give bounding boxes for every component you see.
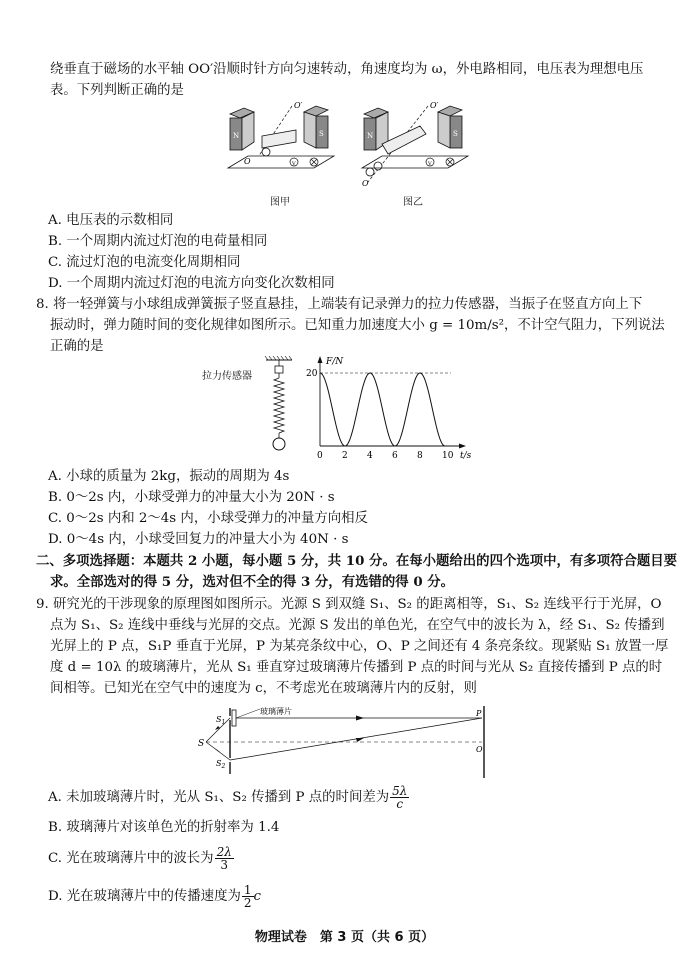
- q8-option-d: D. 0～4s 内，小球受回复力的冲量大小为 40N · s: [48, 532, 349, 547]
- q7-option-d: D. 一个周期内流过灯泡的电流方向变化次数相同: [48, 276, 335, 291]
- x-tick-label: 6: [392, 451, 398, 461]
- q9-option-c-fraction: [215, 846, 234, 871]
- q9-option-c-text: C. 光在玻璃薄片中的波长为: [48, 851, 214, 866]
- y-axis-arrow: [318, 356, 323, 363]
- q9-option-c-numerator: 2λ: [216, 845, 232, 859]
- q9-option-c: [48, 846, 234, 871]
- q9-option-a-numerator: 5λ: [392, 784, 408, 798]
- q9-stem-line4: 度 d = 10λ 的玻璃薄片，光从 S₁ 垂直穿过玻璃薄片传播到 P 点的时间与光从 S₂ 直接传播到 P 点的时: [50, 660, 663, 675]
- q9-stem-line1: 9. 研究光的干涉现象的原理图如图所示。光源 S 到双缝 S₁、S₂ 的距离相等，S₁、S₂ 连线平行于光屏，O: [36, 597, 662, 612]
- x-axis-label: t/s: [460, 451, 472, 461]
- force-time-chart: [302, 354, 478, 464]
- q9-option-d-denominator: 2: [243, 896, 252, 910]
- sensor-label: 拉力传感器: [202, 371, 252, 382]
- q9-option-a-text: A. 未加玻璃薄片时，光从 S₁、S₂ 传播到 P 点的时间差为: [48, 790, 390, 805]
- q9-option-a-denominator: c: [396, 797, 404, 811]
- x-tick-label: 0: [317, 451, 323, 461]
- q7-stem-line1: 绕垂直于磁场的水平轴 OO′沿顺时针方向匀速转动，角速度均为 ω，外电路相同，电压表为理想电压: [50, 62, 644, 77]
- svg-text:S1: $S_1$: [216, 715, 226, 726]
- y-tick-label: 20: [306, 369, 318, 379]
- svg-text:S2: $S_2$: [216, 759, 226, 770]
- q7-fig-right-caption: 图乙: [403, 197, 423, 208]
- glass-slab-label: 玻璃薄片: [260, 707, 292, 716]
- q9-option-b: B. 玻璃薄片对该单色光的折射率为 1.4: [48, 820, 280, 835]
- q9-option-d-suffix: c: [253, 889, 261, 904]
- q7-fig-left-caption: 图甲: [270, 197, 290, 208]
- q7-option-b: B. 一个周期内流过灯泡的电荷量相同: [48, 234, 268, 249]
- svg-text:O: O: [476, 745, 483, 754]
- q8-option-c: C. 0～2s 内和 2～4s 内，小球受弹力的冲量方向相反: [48, 511, 368, 526]
- x-tick-label: 4: [367, 451, 373, 461]
- svg-text:S: S: [319, 130, 324, 138]
- q8-option-b: B. 0～2s 内，小球受弹力的冲量大小为 20N · s: [48, 490, 335, 505]
- spring-oscillator-figure: [262, 356, 296, 456]
- svg-text:S: S: [453, 130, 458, 138]
- q9-option-d-numerator: 1: [243, 883, 252, 897]
- q7-figure-right: [356, 100, 474, 188]
- x-tick-label: 10: [442, 451, 454, 461]
- svg-text:V: V: [292, 161, 296, 167]
- svg-text:O: O: [362, 179, 369, 188]
- q9-option-c-denominator: 3: [220, 858, 229, 872]
- q9-option-d-fraction: [242, 884, 254, 909]
- q9-stem-line5: 间相等。已知光在空气中的速度为 c，不考虑光在玻璃薄片内的反射，则: [50, 681, 477, 696]
- section2-heading-line1: 二、多项选择题：本题共 2 小题，每小题 5 分，共 10 分。在每小题给出的四个选项中，有多项符合题目要: [36, 553, 678, 569]
- q8-stem-line2: 振动时，弹力随时间的变化规律如图所示。已知重力加速度大小 g = 10m/s²，不计空气阻力，下列说法: [50, 318, 665, 333]
- q9-stem-line2: 点为 S₁、S₂ 连线中垂线与光屏的交点。光源 S 发出的单色光，在空气中的波长为 λ，经 S₁、S₂ 传播到: [50, 618, 665, 633]
- svg-text:N: N: [367, 132, 374, 140]
- svg-text:O′: O′: [430, 101, 439, 110]
- q9-option-a-fraction: [390, 785, 409, 810]
- svg-text:V: V: [428, 161, 432, 167]
- svg-text:S: S: [198, 739, 205, 749]
- x-tick-label: 8: [417, 451, 423, 461]
- svg-text:O: O: [244, 157, 251, 166]
- q7-option-a: A. 电压表的示数相同: [48, 213, 174, 228]
- x-axis-arrow: [459, 444, 466, 449]
- q7-stem-line2: 表。下列判断正确的是: [50, 83, 184, 98]
- y-axis-label: F/N: [326, 357, 344, 367]
- svg-text:N: N: [233, 132, 240, 140]
- q9-option-a: [48, 785, 409, 810]
- q8-option-a: A. 小球的质量为 2kg，振动的周期为 4s: [48, 469, 290, 484]
- force-curve: [320, 373, 445, 446]
- q7-option-c: C. 流过灯泡的电流变化周期相同: [48, 255, 241, 270]
- x-tick-label: 2: [342, 451, 348, 461]
- svg-text:O′: O′: [294, 101, 303, 110]
- q9-option-d: [48, 884, 261, 909]
- q8-stem-line1: 8. 将一轻弹簧与小球组成弹簧振子竖直悬挂，上端装有记录弹力的拉力传感器，当振子在竖直方向上下: [36, 297, 643, 312]
- page-footer: 物理试卷 第 3 页（共 6 页）: [254, 930, 435, 945]
- q9-stem-line3: 光屏上的 P 点，S₁P 垂直于光屏，P 为某亮条纹中心，O、P 之间还有 4 条亮条纹。现紧贴 S₁ 放置一厚: [50, 639, 669, 654]
- q9-option-d-text: D. 光在玻璃薄片中的传播速度为: [48, 889, 241, 904]
- q7-figure-left: [222, 100, 340, 188]
- q8-stem-line3: 正确的是: [50, 339, 104, 354]
- svg-text:P: P: [476, 709, 482, 718]
- interference-diagram: [194, 706, 494, 778]
- section2-heading-line2: 求。全部选对的得 5 分，选对但不全的得 3 分，有选错的得 0 分。: [50, 574, 455, 590]
